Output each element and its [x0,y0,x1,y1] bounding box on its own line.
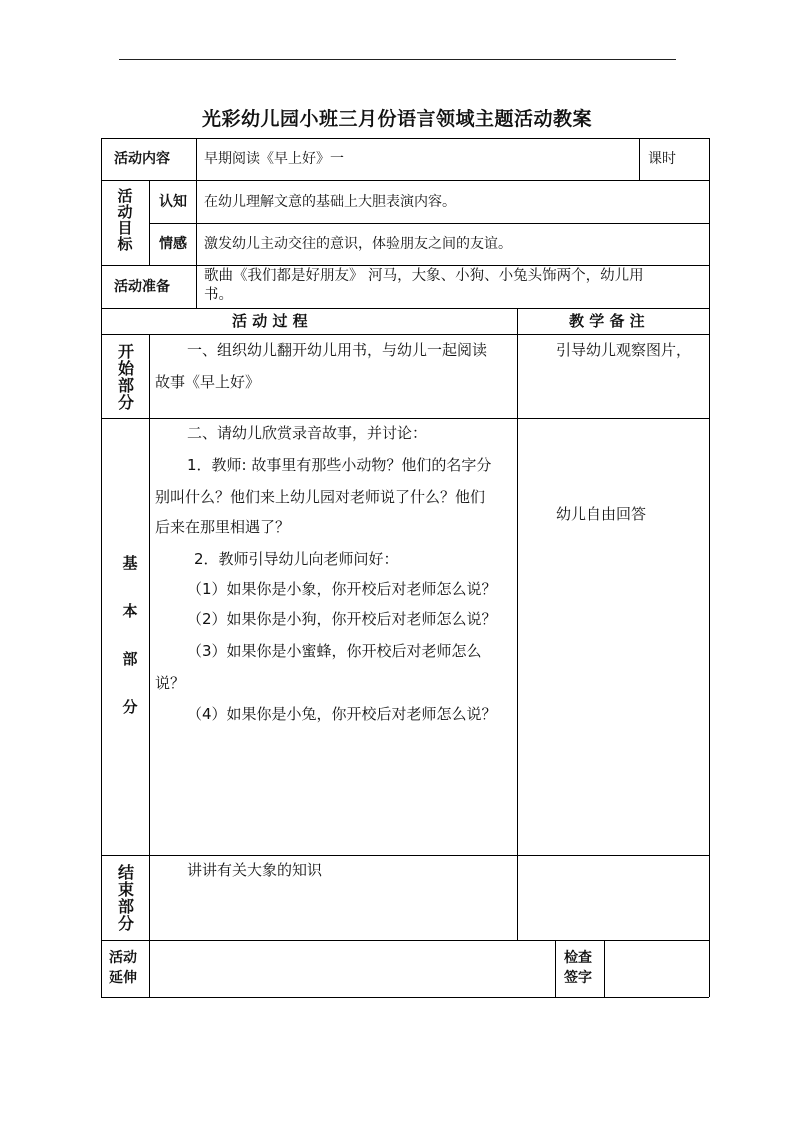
cognition-label: 认知 [159,194,187,210]
preparation-label: 活动准备 [114,279,170,295]
header-rule [119,59,676,60]
goals-label: 活 动 目 标 [117,187,133,253]
activity-content-label: 活动内容 [114,151,170,167]
basic-line: 二、请幼儿欣赏录音故事，并讨论： [187,424,428,442]
basic-line: （1）如果你是小象，你开校后对老师怎么说？ [187,580,497,598]
basic-section-label: 基 本 部 分 [122,554,138,716]
basic-line: （3）如果你是小蜜蜂，你开校后对老师怎么 [187,642,482,660]
check-label-line-2: 签字 [564,970,592,986]
basic-line: （4）如果你是小兔，你开校后对老师怎么说？ [187,705,497,723]
end-text: 讲讲有关大象的知识 [187,861,323,879]
preparation-line-1: 歌曲《我们都是好朋友》 河马，大象、小狗、小兔头饰两个，幼儿用 [204,268,644,284]
basic-line: 别叫什么？他们来上幼儿园对老师说了什么？他们 [155,488,486,506]
process-header: 活 动 过 程 [232,312,308,330]
start-line-2: 故事《早上好》 [155,373,261,391]
page-title: 光彩幼儿园小班三月份语言领域主题活动教案 [201,108,592,130]
class-period-label: 课时 [648,151,676,167]
basic-line: 后来在那里相遇了？ [155,518,291,536]
preparation-line-2: 书。 [204,287,233,303]
emotion-text: 激发幼儿主动交往的意识，体验朋友之间的友谊。 [204,236,512,252]
extension-label-line-2: 延伸 [109,970,137,986]
start-note: 引导幼儿观察图片， [556,341,692,359]
start-line-1: 一、组织幼儿翻开幼儿用书，与幼儿一起阅读 [187,341,488,359]
basic-line: 2．教师引导幼儿向老师问好： [194,550,399,568]
notes-header: 教 学 备 注 [569,312,645,330]
basic-line: 1．教师: 故事里有那些小动物？他们的名字分 [187,456,492,474]
end-section-label: 结 束 部 分 [117,863,134,933]
basic-line: 说？ [155,674,186,692]
activity-content-value: 早期阅读《早上好》一 [204,151,344,167]
extension-label-line-1: 活动 [109,950,137,966]
start-section-label: 开 始 部 分 [117,342,134,412]
emotion-label: 情感 [159,236,187,252]
basic-line: （2）如果你是小狗，你开校后对老师怎么说？ [187,610,497,628]
basic-note: 幼儿自由回答 [556,505,647,523]
cognition-text: 在幼儿理解文意的基础上大胆表演内容。 [204,194,456,210]
check-label-line-1: 检查 [564,950,592,966]
